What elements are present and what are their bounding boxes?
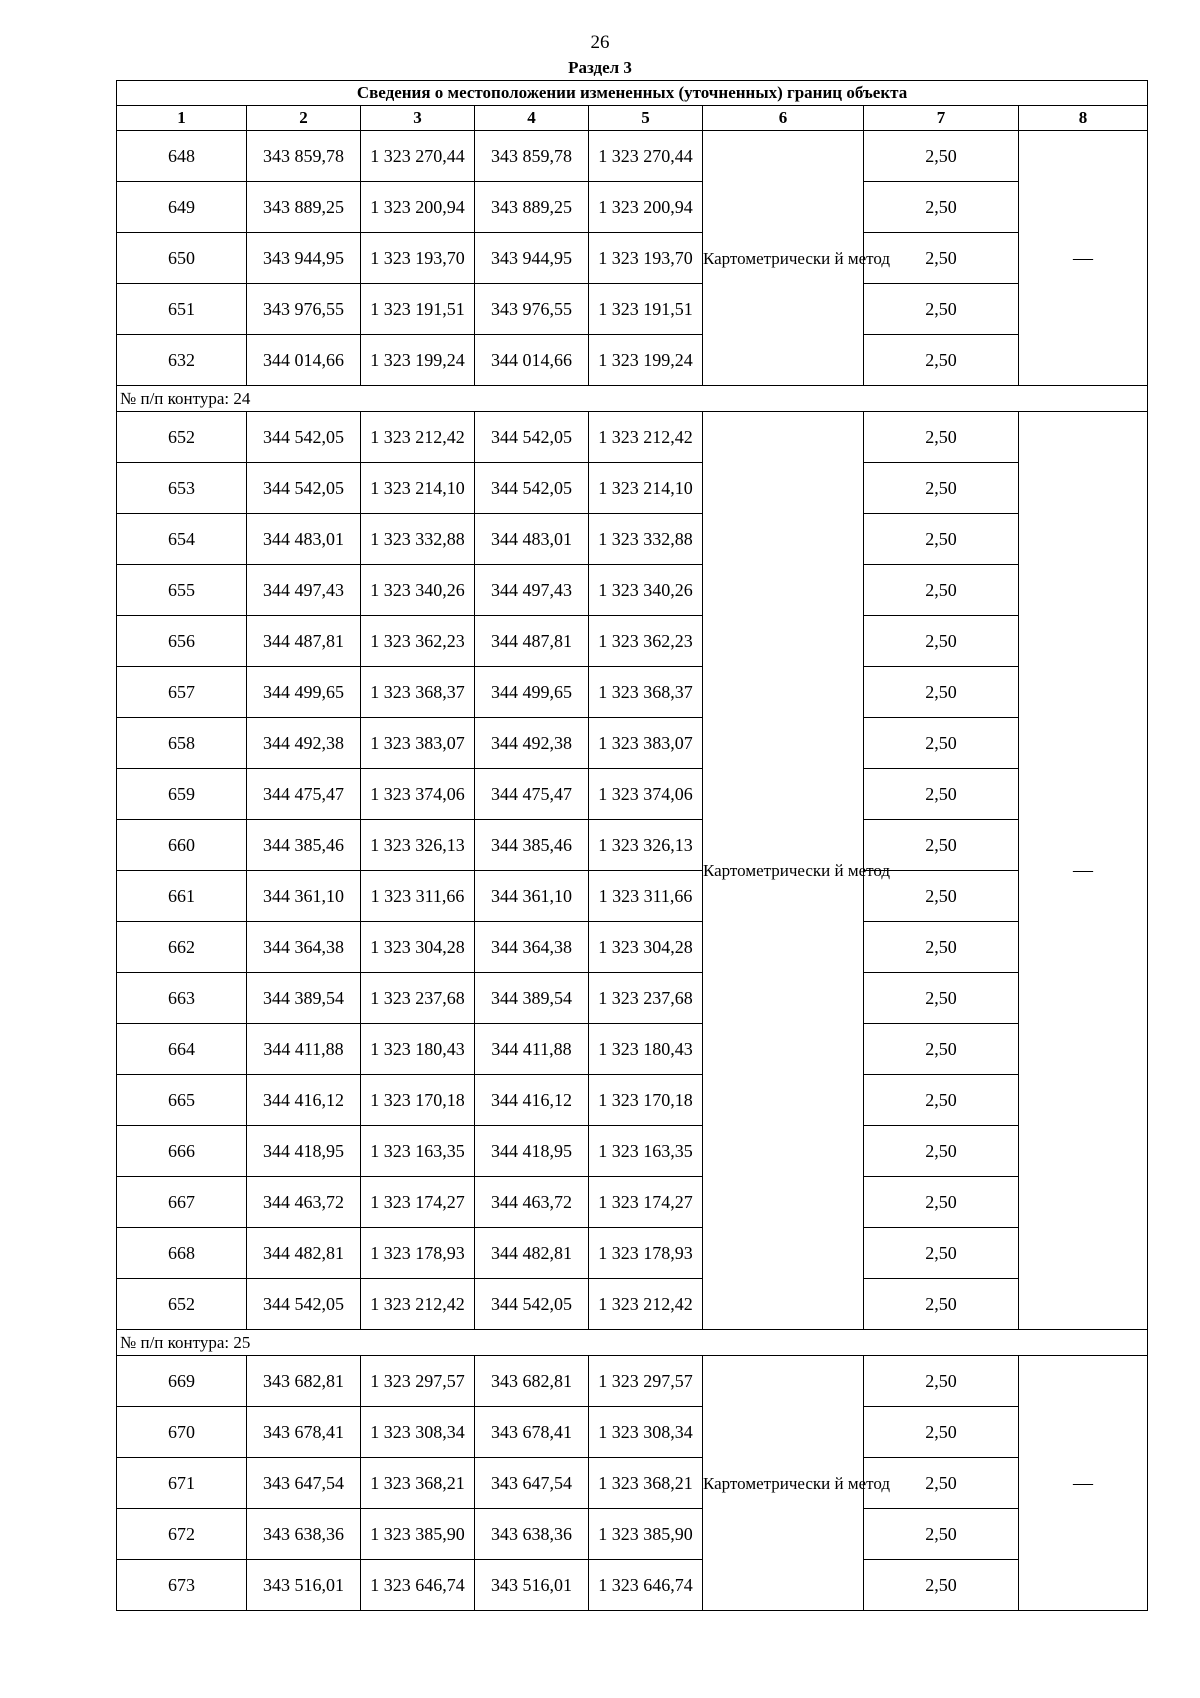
coord-y-refined: 1 323 212,42 [589,1279,703,1330]
point-number: 667 [117,1177,247,1228]
point-number: 632 [117,335,247,386]
coord-x-refined: 343 859,78 [475,131,589,182]
coord-y-refined: 1 323 174,27 [589,1177,703,1228]
table-row [117,616,1148,667]
coord-x-existing: 343 889,25 [247,182,361,233]
coord-x-refined: 344 385,46 [475,820,589,871]
accuracy-value: 2,50 [864,412,1019,463]
accuracy-value: 2,50 [864,514,1019,565]
table-row [117,412,1148,463]
coord-y-existing: 1 323 311,66 [361,871,475,922]
coord-x-refined: 343 944,95 [475,233,589,284]
coord-y-existing: 1 323 237,68 [361,973,475,1024]
point-number: 659 [117,769,247,820]
coord-y-existing: 1 323 385,90 [361,1509,475,1560]
table-title-row [117,81,1148,106]
point-number: 673 [117,1560,247,1611]
coord-x-existing: 344 542,05 [247,412,361,463]
coord-y-refined: 1 323 368,37 [589,667,703,718]
table-row [117,514,1148,565]
table-row [117,1560,1148,1611]
table-row [117,131,1148,182]
coord-x-existing: 344 482,81 [247,1228,361,1279]
coord-y-refined: 1 323 646,74 [589,1560,703,1611]
coord-x-existing: 344 411,88 [247,1024,361,1075]
coord-x-existing: 343 647,54 [247,1458,361,1509]
coord-x-refined: 344 389,54 [475,973,589,1024]
point-number: 668 [117,1228,247,1279]
point-number: 672 [117,1509,247,1560]
coord-y-refined: 1 323 237,68 [589,973,703,1024]
contour-label: № п/п контура: 25 [117,1330,1148,1356]
point-number: 661 [117,871,247,922]
coord-x-refined: 344 542,05 [475,1279,589,1330]
column-number: 3 [361,106,475,131]
coord-y-existing: 1 323 200,94 [361,182,475,233]
coord-x-refined: 344 463,72 [475,1177,589,1228]
accuracy-value: 2,50 [864,973,1019,1024]
accuracy-value: 2,50 [864,131,1019,182]
coord-x-refined: 344 487,81 [475,616,589,667]
coord-y-existing: 1 323 374,06 [361,769,475,820]
coord-x-existing: 344 542,05 [247,463,361,514]
accuracy-value: 2,50 [864,182,1019,233]
coord-y-existing: 1 323 383,07 [361,718,475,769]
accuracy-value: 2,50 [864,820,1019,871]
table-row [117,1279,1148,1330]
coord-y-refined: 1 323 214,10 [589,463,703,514]
coord-x-refined: 344 411,88 [475,1024,589,1075]
table-row [117,1024,1148,1075]
point-number: 660 [117,820,247,871]
accuracy-value: 2,50 [864,1407,1019,1458]
coord-x-existing: 343 638,36 [247,1509,361,1560]
coord-x-refined: 343 976,55 [475,284,589,335]
col8-dash: — [1019,131,1148,386]
page-number: 26 [590,32,610,53]
coord-y-existing: 1 323 270,44 [361,131,475,182]
coord-y-refined: 1 323 374,06 [589,769,703,820]
coord-x-refined: 344 361,10 [475,871,589,922]
point-number: 665 [117,1075,247,1126]
point-number: 664 [117,1024,247,1075]
coord-y-existing: 1 323 308,34 [361,1407,475,1458]
coord-x-existing: 344 364,38 [247,922,361,973]
coord-y-existing: 1 323 212,42 [361,412,475,463]
coord-x-existing: 344 483,01 [247,514,361,565]
coord-x-existing: 343 859,78 [247,131,361,182]
column-number: 1 [117,106,247,131]
coord-x-refined: 344 542,05 [475,463,589,514]
accuracy-value: 2,50 [864,922,1019,973]
coord-y-refined: 1 323 163,35 [589,1126,703,1177]
coord-x-refined: 344 497,43 [475,565,589,616]
boundary-table [116,80,1148,1611]
table-title: Сведения о местоположении измененных (уточненных) границ объекта [117,81,1148,106]
point-number: 654 [117,514,247,565]
coord-x-existing: 343 516,01 [247,1560,361,1611]
point-number: 650 [117,233,247,284]
accuracy-value: 2,50 [864,1228,1019,1279]
coord-x-existing: 344 475,47 [247,769,361,820]
coord-x-existing: 344 497,43 [247,565,361,616]
point-number: 648 [117,131,247,182]
point-number: 666 [117,1126,247,1177]
coord-x-existing: 343 682,81 [247,1356,361,1407]
table-row [117,182,1148,233]
coord-x-existing: 344 014,66 [247,335,361,386]
accuracy-value: 2,50 [864,1177,1019,1228]
coord-x-existing: 343 944,95 [247,233,361,284]
coord-y-refined: 1 323 332,88 [589,514,703,565]
coord-x-refined: 344 014,66 [475,335,589,386]
coord-y-existing: 1 323 332,88 [361,514,475,565]
table-row [117,1075,1148,1126]
table-row [117,1509,1148,1560]
table-row [117,769,1148,820]
coord-y-existing: 1 323 340,26 [361,565,475,616]
point-number: 651 [117,284,247,335]
method-cell: Картометрически й метод [703,1356,864,1611]
coord-y-refined: 1 323 199,24 [589,335,703,386]
accuracy-value: 2,50 [864,463,1019,514]
contour-label: № п/п контура: 24 [117,386,1148,412]
coord-y-refined: 1 323 270,44 [589,131,703,182]
point-number: 663 [117,973,247,1024]
method-cell: Картометрически й метод [703,412,864,1330]
coord-x-refined: 344 475,47 [475,769,589,820]
coord-y-existing: 1 323 362,23 [361,616,475,667]
method-cell: Картометрически й метод [703,131,864,386]
coord-x-existing: 344 389,54 [247,973,361,1024]
coord-x-existing: 344 487,81 [247,616,361,667]
contour-row [117,1330,1148,1356]
accuracy-value: 2,50 [864,1509,1019,1560]
coord-x-existing: 344 385,46 [247,820,361,871]
coord-y-refined: 1 323 193,70 [589,233,703,284]
table-row [117,565,1148,616]
point-number: 669 [117,1356,247,1407]
column-number: 7 [864,106,1019,131]
coord-y-existing: 1 323 326,13 [361,820,475,871]
accuracy-value: 2,50 [864,1356,1019,1407]
coord-y-existing: 1 323 368,37 [361,667,475,718]
coord-y-existing: 1 323 174,27 [361,1177,475,1228]
table-row [117,233,1148,284]
table-row [117,973,1148,1024]
coord-x-refined: 344 492,38 [475,718,589,769]
table-row [117,1356,1148,1407]
accuracy-value: 2,50 [864,871,1019,922]
coord-x-refined: 344 418,95 [475,1126,589,1177]
accuracy-value: 2,50 [864,1126,1019,1177]
coord-y-refined: 1 323 200,94 [589,182,703,233]
point-number: 658 [117,718,247,769]
coord-y-refined: 1 323 170,18 [589,1075,703,1126]
column-number: 4 [475,106,589,131]
accuracy-value: 2,50 [864,335,1019,386]
table-row [117,335,1148,386]
accuracy-value: 2,50 [864,667,1019,718]
column-number: 8 [1019,106,1148,131]
coord-y-existing: 1 323 191,51 [361,284,475,335]
coord-y-existing: 1 323 214,10 [361,463,475,514]
coord-y-refined: 1 323 340,26 [589,565,703,616]
coord-x-existing: 344 361,10 [247,871,361,922]
table-row [117,667,1148,718]
coord-x-existing: 344 418,95 [247,1126,361,1177]
column-number: 5 [589,106,703,131]
point-number: 652 [117,1279,247,1330]
point-number: 649 [117,182,247,233]
coord-y-refined: 1 323 304,28 [589,922,703,973]
table-row [117,463,1148,514]
accuracy-value: 2,50 [864,769,1019,820]
coord-y-existing: 1 323 304,28 [361,922,475,973]
point-number: 671 [117,1458,247,1509]
accuracy-value: 2,50 [864,233,1019,284]
column-number: 6 [703,106,864,131]
coord-x-refined: 344 364,38 [475,922,589,973]
table-row [117,820,1148,871]
coord-x-refined: 344 482,81 [475,1228,589,1279]
table-row [117,718,1148,769]
coord-x-refined: 344 483,01 [475,514,589,565]
accuracy-value: 2,50 [864,1075,1019,1126]
col8-dash: — [1019,412,1148,1330]
point-number: 662 [117,922,247,973]
coord-y-refined: 1 323 308,34 [589,1407,703,1458]
coord-y-existing: 1 323 646,74 [361,1560,475,1611]
coord-x-refined: 343 647,54 [475,1458,589,1509]
coord-y-existing: 1 323 199,24 [361,335,475,386]
accuracy-value: 2,50 [864,1024,1019,1075]
coord-y-existing: 1 323 163,35 [361,1126,475,1177]
point-number: 652 [117,412,247,463]
coord-x-refined: 343 682,81 [475,1356,589,1407]
coord-y-refined: 1 323 178,93 [589,1228,703,1279]
coord-y-existing: 1 323 178,93 [361,1228,475,1279]
coord-x-existing: 344 499,65 [247,667,361,718]
coord-x-existing: 344 542,05 [247,1279,361,1330]
coord-x-existing: 344 492,38 [247,718,361,769]
coord-y-refined: 1 323 212,42 [589,412,703,463]
point-number: 657 [117,667,247,718]
coord-x-refined: 344 499,65 [475,667,589,718]
coord-y-existing: 1 323 170,18 [361,1075,475,1126]
accuracy-value: 2,50 [864,616,1019,667]
table-row [117,871,1148,922]
coord-y-refined: 1 323 311,66 [589,871,703,922]
coord-y-refined: 1 323 385,90 [589,1509,703,1560]
accuracy-value: 2,50 [864,1279,1019,1330]
accuracy-value: 2,50 [864,718,1019,769]
column-number: 2 [247,106,361,131]
accuracy-value: 2,50 [864,565,1019,616]
coord-y-existing: 1 323 212,42 [361,1279,475,1330]
accuracy-value: 2,50 [864,1560,1019,1611]
table-row [117,1228,1148,1279]
coord-x-existing: 344 416,12 [247,1075,361,1126]
coord-y-refined: 1 323 297,57 [589,1356,703,1407]
coord-x-existing: 344 463,72 [247,1177,361,1228]
table-row [117,1177,1148,1228]
col8-dash: — [1019,1356,1148,1611]
coord-y-refined: 1 323 180,43 [589,1024,703,1075]
contour-row [117,386,1148,412]
coord-y-existing: 1 323 193,70 [361,233,475,284]
coord-x-refined: 344 416,12 [475,1075,589,1126]
coord-y-existing: 1 323 368,21 [361,1458,475,1509]
table-row [117,1458,1148,1509]
coord-x-existing: 343 678,41 [247,1407,361,1458]
point-number: 653 [117,463,247,514]
coord-x-existing: 343 976,55 [247,284,361,335]
coord-x-refined: 344 542,05 [475,412,589,463]
table-row [117,1407,1148,1458]
table-row [117,284,1148,335]
coord-y-refined: 1 323 383,07 [589,718,703,769]
coord-x-refined: 343 889,25 [475,182,589,233]
coord-x-refined: 343 638,36 [475,1509,589,1560]
coord-y-existing: 1 323 297,57 [361,1356,475,1407]
coord-x-refined: 343 516,01 [475,1560,589,1611]
point-number: 655 [117,565,247,616]
coord-x-refined: 343 678,41 [475,1407,589,1458]
coord-y-refined: 1 323 191,51 [589,284,703,335]
point-number: 656 [117,616,247,667]
coord-y-refined: 1 323 326,13 [589,820,703,871]
table-row [117,1126,1148,1177]
coord-y-refined: 1 323 368,21 [589,1458,703,1509]
coord-y-refined: 1 323 362,23 [589,616,703,667]
accuracy-value: 2,50 [864,284,1019,335]
accuracy-value: 2,50 [864,1458,1019,1509]
coord-y-existing: 1 323 180,43 [361,1024,475,1075]
section-title: Раздел 3 [568,58,632,77]
column-numbers-row [117,106,1148,131]
table-row [117,922,1148,973]
point-number: 670 [117,1407,247,1458]
